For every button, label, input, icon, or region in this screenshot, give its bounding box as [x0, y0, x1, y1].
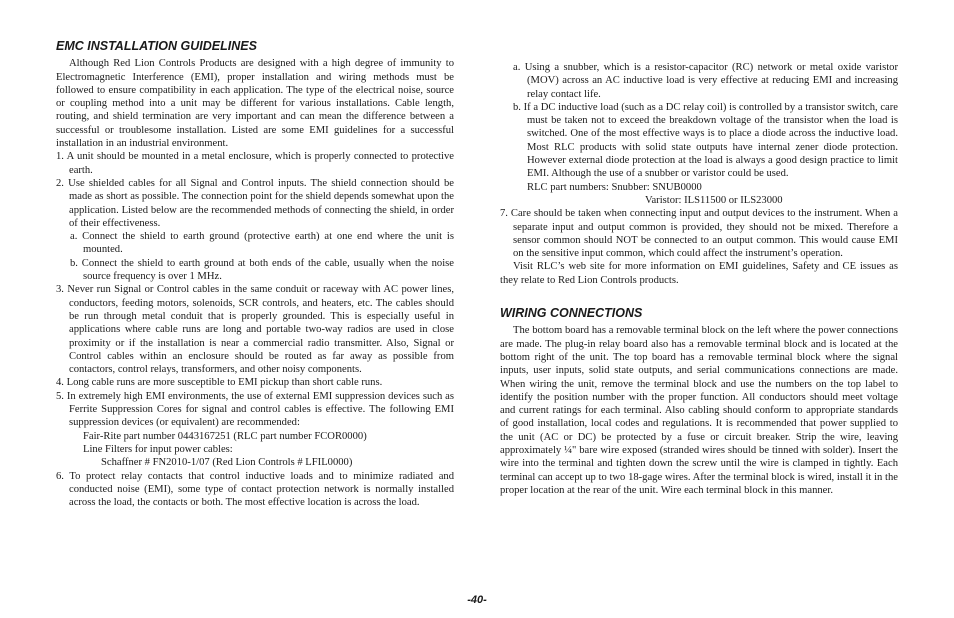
guideline-item-2: 2. Use shielded cables for all Signal and Control inputs. The shield connection should be made as short as possible. The connection point for the shield depends somewhat upon the application. Listed below are the recommended methods of connecting the shield, in order of their effectiveness.	[56, 177, 454, 229]
emc-heading: EMC INSTALLATION GUIDELINES	[56, 39, 257, 53]
ferrite-part-line: Fair-Rite part number 0443167251 (RLC part number FCOR0000)	[83, 430, 367, 442]
guideline-item-5: 5. In extremely high EMI environments, the use of external EMI suppression devices such as Ferrite Suppression Cores for signal and control cables is effective. The following EMI suppression devices (or equivalent) are recommended:	[56, 390, 454, 429]
guideline-item-7: 7. Care should be taken when connecting input and output devices to the instrument. When a separate input and output common is provided, they should not be mixed. Therefore a sensor common should NOT be connected to an output common. This would cause EMI on the sensitive input common, which could affect the instrument’s operation.	[500, 208, 898, 260]
guideline-item-6: 6. To protect relay contacts that control inductive loads and to minimize radiated and conducted noise (EMI), some type of contact protection network is normally installed across the load, the contacts or both. The most effective location is across the load.	[56, 470, 454, 509]
guideline-item-3: 3. Never run Signal or Control cables in the same conduit or raceway with AC power lines, conductors, feeding motors, solenoids, SCR controls, and heaters, etc. The cables should be run through metal conduit that is properly grounded. This is especially useful in applications where cable runs are long and portable two-way radios are used in close proximity or if the installation is near a commercial radio transmitter. Also, Signal or Control cables within an enclosure should be routed as far away as possible from contactors, control relays, transformers, and other noisy components.	[56, 284, 454, 376]
wiring-heading: WIRING CONNECTIONS	[500, 306, 643, 321]
snubber-part-line: RLC part numbers: Snubber: SNUB0000	[527, 181, 702, 193]
page-number: -40-	[467, 594, 487, 606]
right-column	[500, 61, 898, 497]
schaffner-part-line: Schaffner # FN2010-1/07 (Red Lion Controls # LFIL0000)	[101, 457, 353, 469]
wiring-paragraph: The bottom board has a removable terminal block on the left where the power connections are made. The plug-in relay board also has a removable terminal block and is located at the bottom right of the unit. The top board has a removable terminal block where the signal inputs, user inputs, solid state outputs, and serial communications connections are made. When wiring the unit, remove the terminal block and use the numbers on the top label to identify the position number with the proper function. All conductors should meet voltage and current ratings for each terminal. Also cabling should conform to appropriate standards of good installation, local codes and regulations. It is recommended that power supplied to the unit (AC or DC) be protected by a fuse or circuit breaker. Strip the wire, leaving approximately ¼" bare wire exposed (stranded wires should be tinned with solder). Insert the wire into the terminal and tighten down the screw until the wire is clamped in tightly. Each terminal can accept up to two 18-gage wires. After the terminal block is wired, install it in the proper location at the rear of the unit. Wire each terminal block in this manner.	[500, 325, 898, 496]
guideline-item-2a: a. Connect the shield to earth ground (protective earth) at one end where the unit is mounted.	[70, 231, 454, 256]
guideline-item-6a: a. Using a snubber, which is a resistor-capacitor (RC) network or metal oxide varistor (MOV) across an AC inductive load is very effective at reducing EMI and increasing relay contact life.	[513, 62, 898, 100]
guideline-item-1: 1. A unit should be mounted in a metal enclosure, which is properly connected to protective earth.	[56, 151, 454, 176]
guideline-item-4: 4. Long cable runs are more susceptible to EMI pickup than short cable runs.	[56, 377, 383, 389]
visit-website-paragraph: Visit RLC’s web site for more information on EMI guidelines, Safety and CE issues as they relate to Red Lion Controls products.	[500, 261, 898, 286]
guideline-item-2b: b. Connect the shield to earth ground at both ends of the cable, usually when the noise source frequency is over 1 MHz.	[70, 257, 454, 283]
varistor-part-line: Varistor: ILS11500 or ILS23000	[645, 194, 783, 206]
line-filter-line: Line Filters for input power cables:	[83, 443, 233, 455]
guideline-item-6b: b. If a DC inductive load (such as a DC relay coil) is controlled by a transistor switch, care must be taken not to exceed the breakdown voltage of the transistor when the load is switched. One of the most effective ways is to place a diode across the inductive load. Most RLC products with solid state outputs have internal zener diode protection. However external diode protection at the load is always a good design practice to limit EMI. Although the use of a snubber or varistor could be used.	[513, 101, 898, 180]
emc-intro-paragraph: Although Red Lion Controls Products are designed with a high degree of immunity to Electromagnetic Interference (EMI), proper installation and wiring methods must be followed to ensure compatibility in each application. The type of the electrical noise, source or coupling method into a unit may be different for various installations. Cable length, routing, and shield termination are very important and can mean the difference between a successful or troublesome installation. Listed are some EMI guidelines for a successful installation in an industrial environment.	[56, 58, 454, 150]
left-column	[56, 40, 454, 509]
